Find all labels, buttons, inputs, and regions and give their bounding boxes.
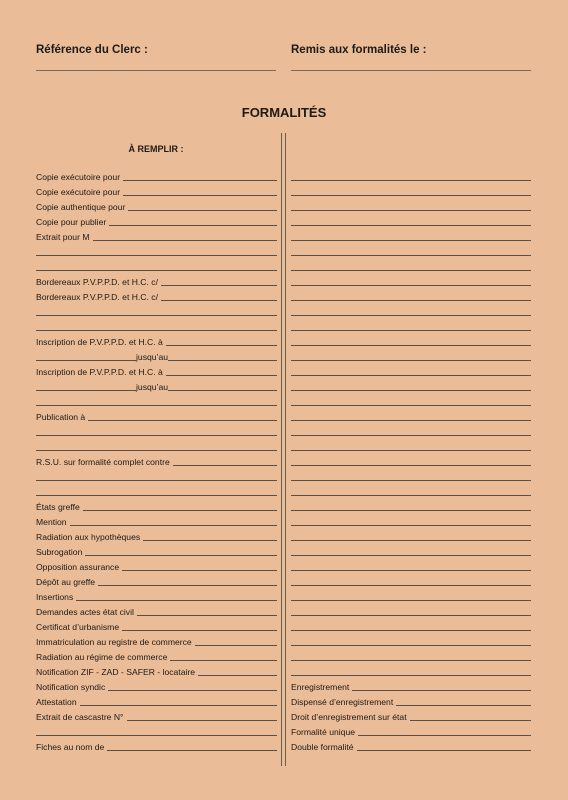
right-form-row[interactable] — [291, 183, 531, 197]
left-form-row[interactable] — [36, 228, 277, 242]
row-label: jusqu’au — [136, 352, 169, 362]
right-form-row[interactable] — [291, 423, 531, 437]
left-form-row[interactable] — [36, 543, 277, 557]
fill-line[interactable] — [36, 495, 277, 496]
right-form-row[interactable] — [291, 678, 531, 692]
fill-line[interactable] — [357, 750, 531, 751]
right-form-row[interactable] — [291, 573, 531, 587]
right-form-row[interactable] — [291, 468, 531, 482]
fill-line[interactable] — [291, 525, 531, 526]
fill-line[interactable] — [36, 480, 277, 481]
right-form-row[interactable] — [291, 528, 531, 542]
right-form-row[interactable] — [291, 243, 531, 257]
left-form-row[interactable] — [36, 408, 277, 422]
fill-line[interactable] — [143, 540, 277, 541]
fill-line[interactable] — [83, 510, 277, 511]
right-form-row[interactable] — [291, 318, 531, 332]
right-form-row[interactable] — [291, 333, 531, 347]
row-label: Dispensé d’enregistrement — [291, 697, 394, 707]
fill-line[interactable] — [291, 240, 531, 241]
fill-line[interactable] — [123, 180, 277, 181]
left-form-row[interactable] — [36, 573, 277, 587]
date-from-line[interactable] — [36, 390, 136, 391]
fill-line[interactable] — [352, 690, 531, 691]
fill-line[interactable] — [291, 195, 531, 196]
left-form-row[interactable] — [36, 453, 277, 467]
left-form-row[interactable] — [36, 273, 277, 287]
row-label: Copie exécutoire pour — [36, 187, 121, 197]
fill-line[interactable] — [291, 615, 531, 616]
fill-line[interactable] — [291, 285, 531, 286]
fill-line[interactable] — [291, 330, 531, 331]
fill-line[interactable] — [291, 465, 531, 466]
left-form-row[interactable] — [36, 318, 277, 332]
left-form-row[interactable] — [36, 603, 277, 617]
row-label: Radiation au régime de commerce — [36, 652, 168, 662]
fill-line[interactable] — [88, 420, 277, 421]
fill-line[interactable] — [36, 315, 277, 316]
fill-line[interactable] — [161, 300, 277, 301]
left-form-row[interactable] — [36, 258, 277, 272]
left-form-row[interactable] — [36, 183, 277, 197]
right-form-row[interactable] — [291, 483, 531, 497]
row-label: Insertions — [36, 592, 74, 602]
fill-line[interactable] — [291, 255, 531, 256]
column-divider-left — [281, 133, 282, 766]
left-form-row[interactable] — [36, 213, 277, 227]
fill-line[interactable] — [291, 375, 531, 376]
right-form-row[interactable] — [291, 588, 531, 602]
left-form-row[interactable] — [36, 333, 277, 347]
fill-line[interactable] — [85, 555, 277, 556]
left-form-row[interactable] — [36, 663, 277, 677]
right-form-row[interactable] — [291, 738, 531, 752]
fill-line[interactable] — [36, 255, 277, 256]
right-form-row[interactable] — [291, 228, 531, 242]
fill-line[interactable] — [291, 270, 531, 271]
fill-line[interactable] — [291, 495, 531, 496]
fill-line[interactable] — [122, 570, 277, 571]
row-label: Inscription de P.V.P.P.D. et H.C. à — [36, 367, 163, 377]
right-form-row[interactable] — [291, 438, 531, 452]
left-form-row[interactable] — [36, 513, 277, 527]
column-divider-right — [285, 133, 286, 766]
left-form-row[interactable] — [36, 303, 277, 317]
fill-line[interactable] — [410, 720, 531, 721]
row-label: Formalité unique — [291, 727, 356, 737]
left-form-row[interactable] — [36, 483, 277, 497]
fill-line[interactable] — [291, 450, 531, 451]
left-form-row[interactable] — [36, 288, 277, 302]
fill-line[interactable] — [109, 225, 277, 226]
remis-formalites-label: Remis aux formalités le : — [291, 44, 427, 56]
fill-line[interactable] — [98, 585, 277, 586]
fill-line[interactable] — [76, 600, 277, 601]
fill-line[interactable] — [358, 735, 531, 736]
right-form-row[interactable] — [291, 378, 531, 392]
left-form-row[interactable] — [36, 648, 277, 662]
left-form-row[interactable] — [36, 633, 277, 647]
left-form-row[interactable] — [36, 678, 277, 692]
right-form-row[interactable] — [291, 393, 531, 407]
right-form-row[interactable] — [291, 213, 531, 227]
left-form-row[interactable] — [36, 693, 277, 707]
fill-line[interactable] — [166, 375, 277, 376]
left-form-row[interactable] — [36, 558, 277, 572]
right-form-row[interactable] — [291, 633, 531, 647]
fill-line[interactable] — [291, 555, 531, 556]
fill-line[interactable] — [291, 660, 531, 661]
left-form-row[interactable] — [36, 168, 277, 182]
row-label: Radiation aux hypothèques — [36, 532, 141, 542]
fill-line[interactable] — [161, 285, 277, 286]
fill-line[interactable] — [291, 645, 531, 646]
left-form-row[interactable] — [36, 378, 277, 392]
row-label: Droit d’enregistrement sur état — [291, 712, 407, 722]
fill-line[interactable] — [168, 360, 277, 361]
right-form-row[interactable] — [291, 648, 531, 662]
row-label: Publication à — [36, 412, 86, 422]
fill-line[interactable] — [291, 360, 531, 361]
fill-line[interactable] — [291, 315, 531, 316]
row-label: Enregistrement — [291, 682, 350, 692]
right-form-row[interactable] — [291, 693, 531, 707]
row-label: Notification syndic — [36, 682, 106, 692]
fill-line[interactable] — [168, 390, 277, 391]
right-form-row[interactable] — [291, 618, 531, 632]
fill-line[interactable] — [291, 390, 531, 391]
fill-line[interactable] — [195, 645, 277, 646]
row-label: R.S.U. sur formalité complet contre — [36, 457, 170, 467]
fill-line[interactable] — [107, 750, 277, 751]
left-form-row[interactable] — [36, 708, 277, 722]
fill-line[interactable] — [36, 435, 277, 436]
fill-line[interactable] — [36, 270, 277, 271]
fill-line[interactable] — [166, 345, 277, 346]
right-form-row[interactable] — [291, 453, 531, 467]
fill-line[interactable] — [291, 510, 531, 511]
right-form-row[interactable] — [291, 408, 531, 422]
right-form-row[interactable] — [291, 198, 531, 212]
row-label: Fiches au nom de — [36, 742, 105, 752]
row-label: Bordereaux P.V.P.P.D. et H.C. c/ — [36, 292, 158, 302]
left-form-row[interactable] — [36, 348, 277, 362]
fill-line[interactable] — [137, 615, 277, 616]
fill-line[interactable] — [173, 465, 277, 466]
row-label: Copie pour publier — [36, 217, 107, 227]
fill-line[interactable] — [291, 225, 531, 226]
row-label: Copie exécutoire pour — [36, 172, 121, 182]
left-form-row[interactable] — [36, 528, 277, 542]
right-form-row[interactable] — [291, 723, 531, 737]
left-form-row[interactable] — [36, 198, 277, 212]
fill-line[interactable] — [291, 540, 531, 541]
fill-line[interactable] — [291, 675, 531, 676]
right-form-row[interactable] — [291, 558, 531, 572]
fill-line[interactable] — [36, 450, 277, 451]
fill-line[interactable] — [291, 405, 531, 406]
row-label: Subrogation — [36, 547, 83, 557]
right-form-row[interactable] — [291, 303, 531, 317]
fill-line[interactable] — [291, 585, 531, 586]
fill-line[interactable] — [291, 600, 531, 601]
row-label: Immatriculation au registre de commerce — [36, 637, 192, 647]
left-form-row[interactable] — [36, 738, 277, 752]
fill-line[interactable] — [127, 720, 278, 721]
fill-line[interactable] — [36, 330, 277, 331]
right-form-row[interactable] — [291, 513, 531, 527]
fill-line[interactable] — [128, 210, 277, 211]
right-form-row[interactable] — [291, 363, 531, 377]
right-form-row[interactable] — [291, 258, 531, 272]
row-label: Opposition assurance — [36, 562, 120, 572]
left-form-row[interactable] — [36, 423, 277, 437]
page-title: FORMALITÉS — [241, 105, 327, 120]
fill-line[interactable] — [291, 180, 531, 181]
right-form-row[interactable] — [291, 273, 531, 287]
fill-line[interactable] — [170, 660, 277, 661]
row-label: Dépôt au greffe — [36, 577, 96, 587]
left-form-row[interactable] — [36, 468, 277, 482]
right-form-row[interactable] — [291, 498, 531, 512]
fill-line[interactable] — [123, 195, 277, 196]
row-label: Bordereaux P.V.P.P.D. et H.C. c/ — [36, 277, 158, 287]
right-form-row[interactable] — [291, 348, 531, 362]
fill-line[interactable] — [93, 240, 278, 241]
fill-line[interactable] — [291, 210, 531, 211]
left-form-row[interactable] — [36, 363, 277, 377]
right-form-row[interactable] — [291, 663, 531, 677]
fill-line[interactable] — [122, 630, 277, 631]
a-remplir-heading: À REMPLIR : — [128, 144, 184, 154]
fill-line[interactable] — [291, 420, 531, 421]
row-label: Demandes actes état civil — [36, 607, 134, 617]
row-label: Extrait pour M — [36, 232, 90, 242]
row-label: Mention — [36, 517, 67, 527]
left-form-row[interactable] — [36, 723, 277, 737]
row-label: Extrait de cascastre N° — [36, 712, 124, 722]
fill-line[interactable] — [36, 405, 277, 406]
row-label: jusqu’au — [136, 382, 169, 392]
fill-line[interactable] — [80, 705, 277, 706]
fill-line[interactable] — [291, 630, 531, 631]
reference-clerc-label: Référence du Clerc : — [36, 44, 148, 56]
fill-line[interactable] — [396, 705, 531, 706]
row-label: Notification ZIF - ZAD - SAFER - locataire — [36, 667, 196, 677]
right-form-row[interactable] — [291, 288, 531, 302]
left-form-row[interactable] — [36, 588, 277, 602]
row-label: Inscription de P.V.P.P.D. et H.C. à — [36, 337, 163, 347]
right-form-row[interactable] — [291, 603, 531, 617]
right-form-row[interactable] — [291, 168, 531, 182]
row-label: Double formalité — [291, 742, 354, 752]
fill-line[interactable] — [291, 345, 531, 346]
fill-line[interactable] — [291, 435, 531, 436]
row-label: Copie authentique pour — [36, 202, 126, 212]
remis-formalites-field[interactable] — [291, 70, 531, 71]
left-form-row[interactable] — [36, 618, 277, 632]
fill-line[interactable] — [291, 570, 531, 571]
left-form-row[interactable] — [36, 498, 277, 512]
left-form-row[interactable] — [36, 393, 277, 407]
fill-line[interactable] — [36, 735, 277, 736]
left-form-row[interactable] — [36, 438, 277, 452]
left-form-row[interactable] — [36, 243, 277, 257]
reference-clerc-field[interactable] — [36, 70, 276, 71]
fill-line[interactable] — [108, 690, 277, 691]
right-form-row[interactable] — [291, 708, 531, 722]
fill-line[interactable] — [198, 675, 277, 676]
right-form-row[interactable] — [291, 543, 531, 557]
row-label: Certificat d’urbanisme — [36, 622, 120, 632]
fill-line[interactable] — [291, 480, 531, 481]
fill-line[interactable] — [70, 525, 277, 526]
row-label: Attestation — [36, 697, 77, 707]
fill-line[interactable] — [291, 300, 531, 301]
date-from-line[interactable] — [36, 360, 136, 361]
row-label: États greffe — [36, 502, 80, 512]
